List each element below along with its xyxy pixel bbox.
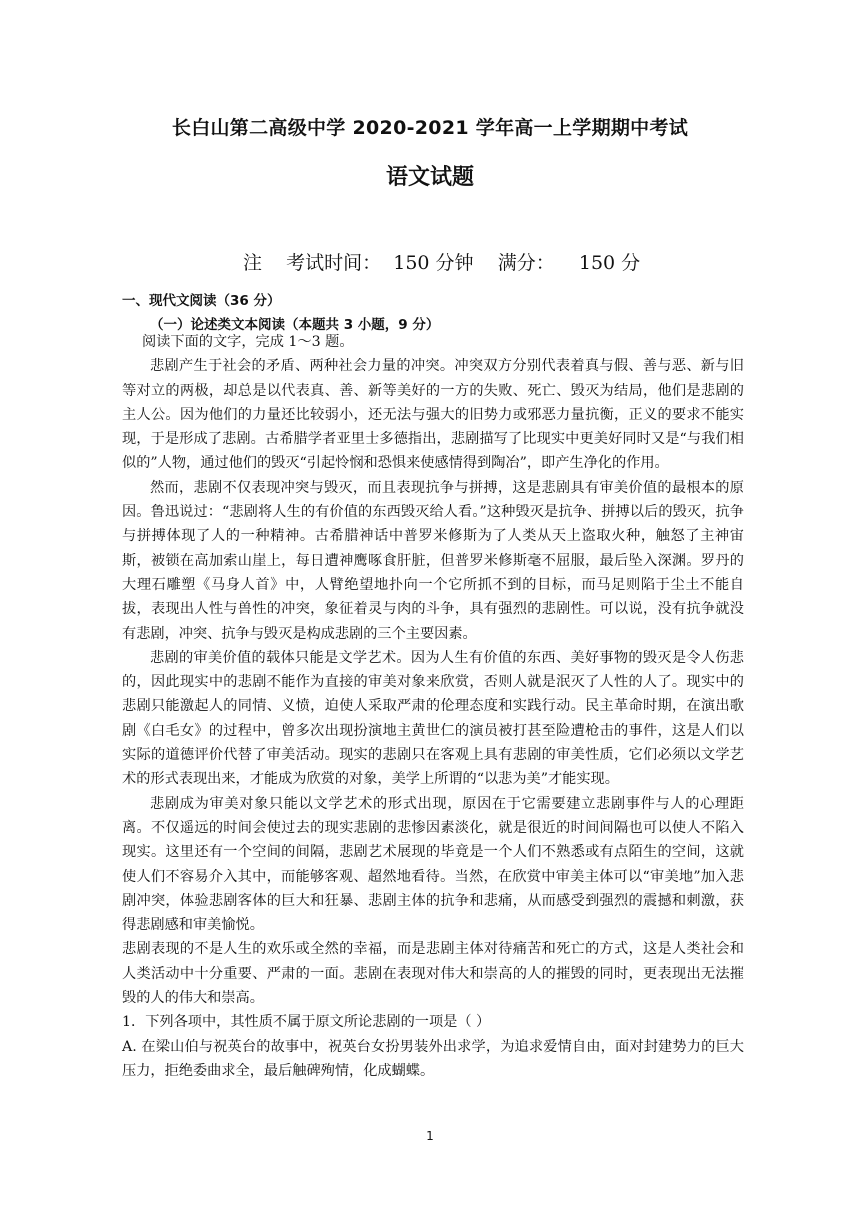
passage-paragraph-3: 悲剧的审美价值的载体只能是文学艺术。因为人生有价值的东西、美好事物的毁灭是令人伤悲的，因此现实中的悲剧不能作为直接的审美对象来欣赏，否则人就是泯灭了人性的人了。现实中的悲剧只能激起人的同情、义愤，迫使人采取严肃的伦理态度和实践行动。民主革命时期，在演出歌剧《白毛女》的过程中，曾多次出现扮演地主黄世仁的演员被打甚至险遭枪击的事件，这是人们以实际的道德评价代替了审美活动。现实的悲剧只在客观上具有悲剧的审美性质，它们必须以文学艺术的形式表现出来，才能成为欣赏的对象，美学上所谓的“以悲为美”才能实现。 [122,649,744,788]
page-number: 1 [426,1129,434,1143]
question-stem: 1．下列各项中，其性质不属于原文所论悲剧的一项是（ ） [122,1014,491,1031]
subsection-heading: （一）论述类文本阅读（本题共 3 小题，9 分） [150,317,440,333]
reading-passage [122,330,744,1083]
passage-instruction: 阅读下面的文字，完成 1～3 题。 [142,334,354,350]
passage-paragraph-5: 悲剧表现的不是人生的欢乐或全然的幸福，而是悲剧主体对待痛苦和死亡的方式，这是人类社会和人类活动中十分重要、严肃的一面。悲剧在表现对伟大和崇高的人的摧毁的同时，更表现出无法摧毁的人的伟大和崇高。 [122,941,744,1007]
section-heading: 一、现代文阅读（36 分） [122,293,281,309]
exam-info-line: 注 考试时间： 150 分钟 满分： 150 分 [243,252,641,274]
question-option-a: A. 在梁山伯与祝英台的故事中，祝英台女扮男装外出求学，为追求爱情自由，面对封建势力的巨大压力，拒绝委曲求全，最后触碑殉情，化成蝴蝶。 [122,1038,744,1079]
exam-title: 长白山第二高级中学 2020-2021 学年高一上学期期中考试 [171,117,689,139]
passage-paragraph-1: 悲剧产生于社会的矛盾、两种社会力量的冲突。冲突双方分别代表着真与假、善与恶、新与旧等对立的两极，却总是以代表真、善、新等美好的一方的失败、死亡、毁灭为结局，他们是悲剧的主人公。因为他们的力量还比较弱小，还无法与强大的旧势力或邪恶力量抗衡，正义的要求不能实现，于是形成了悲剧。古希腊学者亚里士多德指出，悲剧描写了比现实中更美好同时又是“与我们相似的”人物，通过他们的毁灭“引起怜悯和恐惧来使感情得到陶冶”，即产生净化的作用。 [122,358,744,472]
exam-subtitle: 语文试题 [385,165,474,190]
passage-paragraph-2: 然而，悲剧不仅表现冲突与毁灭，而且表现抗争与拼搏，这是悲剧具有审美价值的最根本的原因。鲁迅说过：“悲剧将人生的有价值的东西毁灭给人看。”这种毁灭是抗争、拼搏以后的毁灭，抗争与拼搏体现了人的一种精神。古希腊神话中普罗米修斯为了人类从天上盗取火种，触怒了主神宙斯，被锁在高加索山崖上，每日遭神鹰啄食肝脏，但普罗米修斯毫不屈服，最后坠入深渊。罗丹的大理石雕塑《马身人首》中，人臂绝望地扑向一个它所抓不到的目标，而马足则陷于尘土不能自拔，表现出人性与兽性的冲突，象征着灵与肉的斗争，具有强烈的悲剧性。可以说，没有抗争就没有悲剧，冲突、抗争与毁灭是构成悲剧的三个主要因素。 [122,479,744,642]
passage-paragraph-4: 悲剧成为审美对象只能以文学艺术的形式出现，原因在于它需要建立悲剧事件与人的心理距离。不仅遥远的时间会使过去的现实悲剧的悲惨因素淡化，就是很近的时间间隔也可以使人不陷入现实。这里还有一个空间的间隔，悲剧艺术展现的毕竟是一个人们不熟悉或有点陌生的空间，这就使人们不容易介入其中，而能够客观、超然地看待。当然，在欣赏中审美主体可以“审美地”加入悲剧冲突，体验悲剧客体的巨大和狂暴、悲剧主体的抗争和悲痛，从而感受到强烈的震撼和刺激，获得悲剧感和审美愉悦。 [122,795,744,934]
